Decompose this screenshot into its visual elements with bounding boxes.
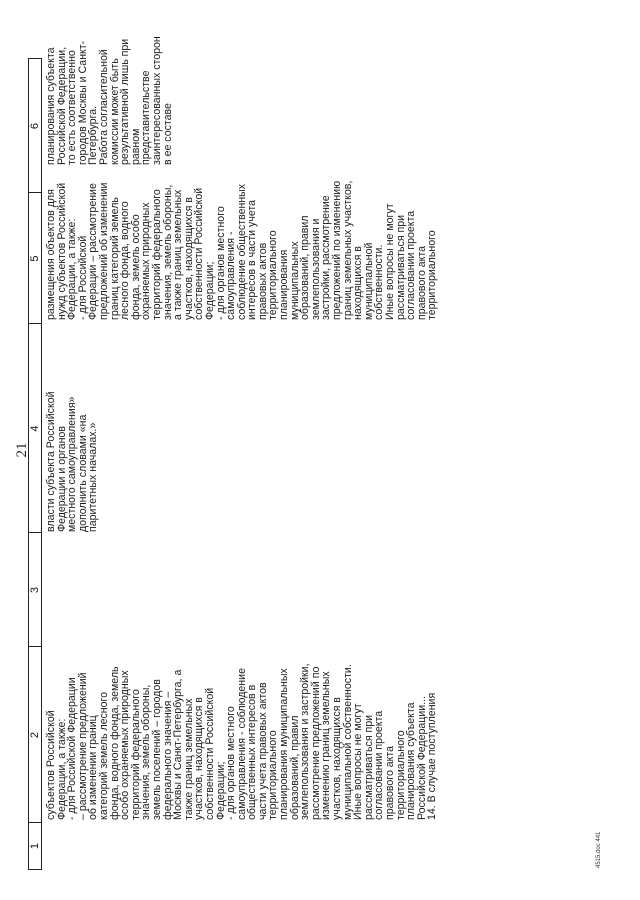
text-line: то есть соответственно bbox=[66, 50, 79, 165]
text-line: правового акта bbox=[384, 745, 396, 820]
text-line: власти субъекта Российской bbox=[45, 391, 57, 532]
text-line: земель поселений – городов bbox=[150, 679, 163, 820]
text-line: согласовании проекта bbox=[373, 710, 386, 820]
text-line: нужд субъектов Российской bbox=[55, 182, 68, 320]
text-line: границ земельных участков, bbox=[341, 180, 354, 320]
text-line: застройки, рассмотрение bbox=[320, 195, 333, 320]
text-line: 14. В случае поступления bbox=[426, 692, 439, 820]
text-line: планирования субъекта bbox=[45, 47, 57, 165]
text-line: паритетных началах.» bbox=[87, 422, 100, 532]
text-line: собственности. bbox=[373, 244, 386, 320]
text-line: планирования субъекта bbox=[405, 702, 418, 820]
text-line: территорий федерального bbox=[150, 189, 163, 320]
text-line: лесного фонда, водного bbox=[119, 201, 132, 320]
text-line: планирования муниципальных bbox=[278, 668, 291, 820]
text-line: - для Российской Федерации bbox=[66, 677, 79, 820]
text-line: Иные вопросы не могут bbox=[352, 703, 365, 820]
text-line: представительстве bbox=[140, 70, 153, 165]
text-line: соблюдение общественных bbox=[235, 183, 248, 320]
text-line: образований, правил bbox=[299, 215, 312, 320]
header-col-4: 4 bbox=[29, 425, 41, 432]
text-line: фонда, земель особо bbox=[129, 214, 142, 320]
text-line: заинтересованных сторон bbox=[150, 36, 163, 165]
text-line: Российской Федерации... bbox=[415, 695, 428, 820]
header-col-5: 5 bbox=[29, 255, 41, 262]
text-line: собственности Российской bbox=[193, 187, 206, 320]
header-col-1: 1 bbox=[29, 842, 41, 850]
text-line: муниципальной bbox=[362, 242, 375, 320]
text-line: изменению границ земельных bbox=[320, 671, 333, 820]
text-line: землепользования и bbox=[309, 218, 322, 320]
text-line: особо охраняемых природных bbox=[119, 670, 132, 820]
text-line: Петербурга. bbox=[87, 105, 100, 165]
text-line: результативной лишь при bbox=[119, 38, 132, 165]
file-footnote: 4515.doc 441 bbox=[596, 831, 602, 868]
text-line: Иные вопросы не могут bbox=[384, 203, 396, 320]
text-line: Федерации, а также: bbox=[66, 218, 79, 320]
text-line: интересов в части учета bbox=[246, 199, 259, 320]
text-line: участков, находящихся в bbox=[331, 697, 344, 820]
page-number: 21 bbox=[14, 442, 30, 458]
text-line: Федерации – рассмотрение bbox=[87, 183, 100, 320]
text-line: общественных интересов в bbox=[246, 684, 259, 820]
text-line: планирования bbox=[278, 249, 291, 320]
text-line: местного самоуправления» bbox=[66, 396, 79, 532]
text-line: участков, находящихся в bbox=[193, 697, 206, 820]
text-line: территориального bbox=[267, 730, 280, 820]
text-line: Федерации и органов bbox=[55, 426, 68, 532]
text-line: муниципальных bbox=[288, 241, 301, 320]
text-line: значения, земель обороны, bbox=[140, 684, 153, 820]
text-line: Федерации, а также: bbox=[55, 718, 68, 820]
text-line: предложений по изменению bbox=[331, 180, 344, 320]
text-line: фонда, водного фонда, земель bbox=[108, 666, 121, 820]
text-line: в ее составе bbox=[161, 103, 174, 165]
text-line: самоуправления - bbox=[225, 231, 238, 320]
text-line: территориального bbox=[267, 230, 280, 320]
text-line: находящихся в bbox=[352, 246, 365, 320]
text-line: участков, находящихся в bbox=[182, 197, 195, 320]
table-header-row bbox=[28, 58, 42, 870]
text-line: части учета правовых актов bbox=[256, 682, 269, 820]
text-line: равном bbox=[129, 128, 142, 165]
text-line: территориального bbox=[394, 730, 407, 820]
text-line: границ категорий земель bbox=[108, 197, 121, 320]
header-col-3: 3 bbox=[29, 586, 41, 594]
text-line: территориального bbox=[426, 230, 439, 320]
text-line: образований, правил bbox=[288, 715, 301, 820]
text-line: - для Российской bbox=[76, 235, 89, 320]
text-line: - для органов местного bbox=[214, 206, 227, 320]
header-col-6: 6 bbox=[29, 122, 41, 130]
text-line: дополнить словами «на bbox=[76, 414, 89, 532]
text-line: Федерации; bbox=[214, 761, 227, 820]
text-line: рассматриваться при bbox=[362, 714, 375, 820]
text-line: охраняемых природных bbox=[140, 202, 153, 320]
column-4-text bbox=[46, 352, 99, 532]
text-line: категорий земель лесного bbox=[97, 691, 110, 820]
text-line: федерального значения – bbox=[161, 691, 174, 820]
text-line: Федерации; bbox=[203, 261, 216, 320]
text-line: правовых актов bbox=[256, 242, 269, 320]
text-line: размещения объектов для bbox=[45, 189, 57, 320]
header-col-2: 2 bbox=[29, 731, 41, 739]
text-line: согласовании проекта bbox=[405, 210, 418, 320]
column-2-text bbox=[46, 640, 438, 820]
text-line: комиссии может быть bbox=[108, 58, 121, 165]
text-line: рассматриваться при bbox=[394, 214, 407, 320]
text-line: рассмотрение предложений по bbox=[309, 666, 322, 820]
text-line: значения, земель обороны, bbox=[161, 184, 174, 320]
column-6-text bbox=[46, 15, 173, 165]
text-line: правового акта bbox=[415, 245, 428, 320]
text-line: Москвы и Санкт-Петербурга, а bbox=[172, 669, 185, 820]
text-line: - для органов местного bbox=[225, 706, 238, 820]
text-line: территорий федерального bbox=[129, 689, 142, 820]
text-line: а также границ земельных bbox=[172, 189, 185, 320]
text-line: Российской Федерации, bbox=[55, 46, 68, 165]
text-line: субъектов Российской bbox=[45, 710, 57, 820]
text-line: – рассмотрение предложений bbox=[76, 672, 89, 820]
text-line: землепользования и застройки, bbox=[299, 663, 312, 820]
text-line: муниципальной собственности. bbox=[341, 664, 354, 820]
column-5-text bbox=[46, 170, 438, 320]
text-line: самоуправления - соблюдение bbox=[235, 668, 248, 820]
text-line: об изменении границ bbox=[87, 715, 100, 820]
text-line: собственности Российской bbox=[203, 687, 216, 820]
text-line: предложений об изменении bbox=[97, 182, 110, 320]
text-line: также границ земельных bbox=[182, 698, 195, 820]
text-line: Работа согласительной bbox=[97, 49, 110, 165]
text-line: городов Москвы и Санкт- bbox=[76, 40, 89, 165]
